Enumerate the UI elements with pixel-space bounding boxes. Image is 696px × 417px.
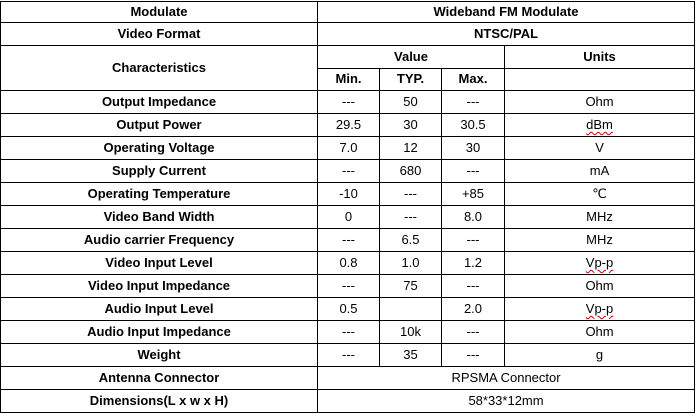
header-row [1, 46, 695, 69]
characteristic-name: Operating Temperature [1, 183, 318, 206]
unit-value: Ohm [505, 321, 695, 344]
unit-value: Ohm [505, 91, 695, 114]
min-value: --- [318, 321, 380, 344]
units-header: Units [505, 46, 695, 69]
antenna-label: Antenna Connector [1, 367, 318, 390]
max-value: +85 [442, 183, 505, 206]
unit-text: Vp-p [585, 255, 614, 270]
min-value: --- [318, 229, 380, 252]
typ-value: 10k [380, 321, 442, 344]
typ-value: 680 [380, 160, 442, 183]
typ-value: 1.0 [380, 252, 442, 275]
table-row [1, 137, 695, 160]
characteristic-name: Video Input Impedance [1, 275, 318, 298]
dimensions-row [1, 390, 695, 413]
max-value: --- [442, 91, 505, 114]
modulate-label: Modulate [1, 2, 318, 23]
unit-value: MHz [505, 206, 695, 229]
min-value: --- [318, 344, 380, 367]
unit-value: Ohm [505, 275, 695, 298]
unit-value [505, 114, 695, 137]
max-value: 2.0 [442, 298, 505, 321]
unit-value: ℃ [505, 183, 695, 206]
typ-header: TYP. [380, 68, 442, 91]
table-row [1, 275, 695, 298]
typ-value: --- [380, 183, 442, 206]
characteristic-name: Output Power [1, 114, 318, 137]
max-value: --- [442, 275, 505, 298]
max-value: --- [442, 344, 505, 367]
characteristic-name: Audio Input Level [1, 298, 318, 321]
table-row [1, 206, 695, 229]
characteristic-name: Output Impedance [1, 91, 318, 114]
antenna-row [1, 367, 695, 390]
video-format-label: Video Format [1, 23, 318, 46]
modulate-value: Wideband FM Modulate [318, 2, 695, 23]
units-subheader-empty [505, 68, 695, 91]
characteristic-name: Operating Voltage [1, 137, 318, 160]
typ-value: 12 [380, 137, 442, 160]
characteristic-name: Video Input Level [1, 252, 318, 275]
max-value: 30.5 [442, 114, 505, 137]
characteristic-name: Audio carrier Frequency [1, 229, 318, 252]
table-row [1, 160, 695, 183]
table-row [1, 298, 695, 321]
unit-value [505, 298, 695, 321]
typ-value: 50 [380, 91, 442, 114]
unit-value: mA [505, 160, 695, 183]
unit-value: V [505, 137, 695, 160]
unit-value: MHz [505, 229, 695, 252]
dimensions-value: 58*33*12mm [318, 390, 695, 413]
unit-text: dBm [586, 117, 613, 132]
max-value: 8.0 [442, 206, 505, 229]
table-row [1, 229, 695, 252]
characteristic-name: Video Band Width [1, 206, 318, 229]
spec-table [0, 1, 695, 413]
typ-value: 6.5 [380, 229, 442, 252]
min-value: 0.8 [318, 252, 380, 275]
modulate-row [1, 2, 695, 23]
min-value: 29.5 [318, 114, 380, 137]
max-value: --- [442, 160, 505, 183]
table-row [1, 344, 695, 367]
table-row [1, 183, 695, 206]
video-format-row [1, 23, 695, 46]
max-value: --- [442, 229, 505, 252]
max-value: 1.2 [442, 252, 505, 275]
min-value: 7.0 [318, 137, 380, 160]
typ-value [380, 298, 442, 321]
table-row [1, 321, 695, 344]
max-value: --- [442, 321, 505, 344]
typ-value: 75 [380, 275, 442, 298]
unit-value: g [505, 344, 695, 367]
table-row [1, 114, 695, 137]
characteristic-name: Supply Current [1, 160, 318, 183]
min-value: --- [318, 160, 380, 183]
typ-value: --- [380, 206, 442, 229]
table-row [1, 252, 695, 275]
unit-text: Vp-p [585, 301, 614, 316]
video-format-value: NTSC/PAL [318, 23, 695, 46]
table-row [1, 91, 695, 114]
max-value: 30 [442, 137, 505, 160]
dimensions-label: Dimensions(L x w x H) [1, 390, 318, 413]
unit-value [505, 252, 695, 275]
min-value: 0.5 [318, 298, 380, 321]
min-value: --- [318, 275, 380, 298]
antenna-value: RPSMA Connector [318, 367, 695, 390]
max-header: Max. [442, 68, 505, 91]
min-header: Min. [318, 68, 380, 91]
characteristic-name: Audio Input Impedance [1, 321, 318, 344]
characteristics-header: Characteristics [1, 46, 318, 91]
min-value: --- [318, 91, 380, 114]
min-value: -10 [318, 183, 380, 206]
typ-value: 30 [380, 114, 442, 137]
value-header: Value [318, 46, 505, 69]
characteristic-name: Weight [1, 344, 318, 367]
typ-value: 35 [380, 344, 442, 367]
min-value: 0 [318, 206, 380, 229]
